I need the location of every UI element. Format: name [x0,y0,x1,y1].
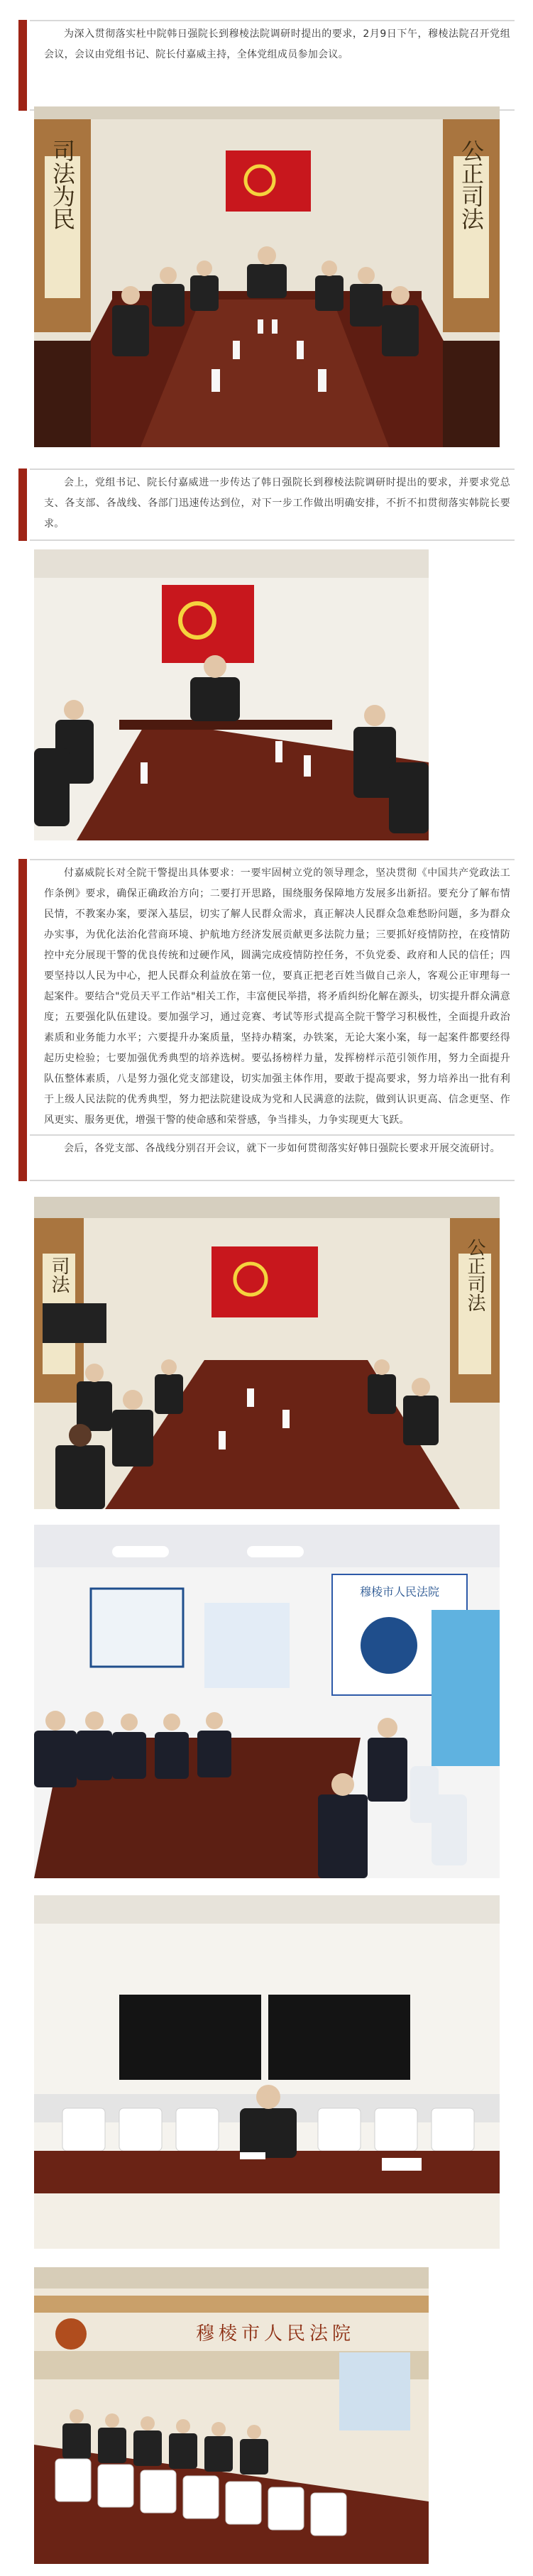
banner-left-text: 司法为民 [49,139,76,230]
party-flag [162,585,254,663]
requirements-block [18,859,515,1178]
meeting-photo-4 [34,1525,500,1878]
tv-screen-left [119,1995,261,2080]
meeting-photo-1 [34,106,500,447]
banner-right-text: 公正司法 [464,1238,485,1312]
closing-block [18,1134,515,1181]
meeting-paragraph: 会上，党组书记、院长付嘉威进一步传达了韩日强院长到穆棱法院调研时提出的要求，并要求党总支、各支部、各战线、各部门迅速传达到位，对下一步工作做出明确安排，不折不扣贯彻落实韩院长要求。 [44,477,510,530]
banner-right-text: 公正司法 [458,139,485,230]
tv-screen-right [268,1995,410,2080]
court-banner-text: 穆棱市人民法院 [195,2323,356,2345]
meeting-block [18,468,515,541]
party-flag [226,150,311,212]
requirements-paragraph: 付嘉威院长对全院干警提出具体要求：一要牢固树立党的领导理念，坚决贯彻《中国共产党政法工作条例》要求，确保正确政治方向；二要打开思路，围绕服务保障地方发展多出新招。要充分了解布情民情，不教案办案，要深入基层，切实了解人民群众需求，真正解决人民群众急难愁盼问题，多为群众办实事，为优化法治化营商环境、护航地方经济发展贡献更多法院力量；三要抓好疫情防控，在疫情防控中充分展现干警的优良传统和过硬作风，圆满完成疫情防控任务，不负党委、政府和人民的信任；四要坚持以人民为中心，把人民群众利益放在第一位，要真正把老百姓当做自己亲人，客观公正审理每一起案件。要结合"党员天平工作站"相关工作，丰富便民举措，将矛盾纠纷化解在源头，切实提升群众满意度；五要强化队伍建设。要加强学习，通过竞赛、考试等形式提高全院干警学习积极性，全面提升政治素质和业务能力水平；六要提升办案质量，坚持办精案，办铁案，无论大案小案，每一起案件都要经得起历史检验；七要加强优秀典型的培养选树。要弘扬榜样力量，发挥榜样示范引领作用，努力全面提升队伍整体素质，八是努力强化党支部建设，切实加强主体作用，要敢于提高要求，努力培养出一批有利于上级人民法院的优秀典型，努力把法院建设成为党和人民满意的法院，做到认识更高、信念更坚、作风更实、服务更优，增强干警的使命感和荣誉感，争当排头，力争实现更大飞跃。 [44,867,510,1126]
banner-left-text: 司法 [48,1256,70,1293]
meeting-photo-3 [34,1197,500,1509]
meeting-photo-2 [34,549,429,840]
meeting-photo-6 [34,2267,429,2564]
board-title: 穆棱市人民法院 [359,1585,440,1599]
meeting-photo-5 [34,1895,500,2249]
intro-paragraph: 为深入贯彻落实杜中院韩日强院长到穆棱法院调研时提出的要求，2月9日下午，穆棱法院召开党组会议，会议由党组书记、院长付嘉威主持，全体党组成员参加会议。 [44,28,510,60]
closing-paragraph: 会后，各党支部、各战线分别召开会议，就下一步如何贯彻落实好韩日强院长要求开展交流研讨。 [64,1143,500,1154]
intro-block [18,20,515,111]
